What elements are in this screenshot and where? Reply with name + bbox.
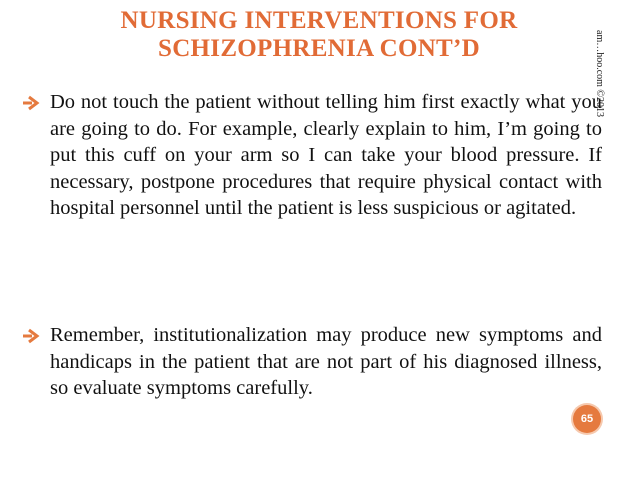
slide-title [60, 7, 578, 63]
bullet-item [20, 322, 602, 402]
bullet-text: Do not touch the patient without telling him first exactly what you are going to do. For example, clearly explain to him, I’m going to put this cuff on your arm so I can take your blood pressure. If necessary, postpone procedures that require physical contact with hospital personnel until the patient is less suspicious or agitated. [50, 91, 602, 219]
arrow-bullet-icon [20, 325, 42, 347]
side-watermark-text: am…hoo.com ©2013 [594, 30, 605, 118]
bullet-text: Remember, institutionalization may produce new symptoms and handicaps in the patient that are not part of his diagnosed illness, so evaluate symptoms carefully. [50, 324, 602, 399]
title-line-2: SCHIZOPHRENIA CONT’D [157, 35, 480, 62]
title-line-1: NURSING INTERVENTIONS FOR [120, 7, 518, 34]
page-number-badge: 65 [573, 405, 601, 433]
bullet-item [20, 89, 602, 222]
arrow-bullet-icon [20, 92, 42, 114]
